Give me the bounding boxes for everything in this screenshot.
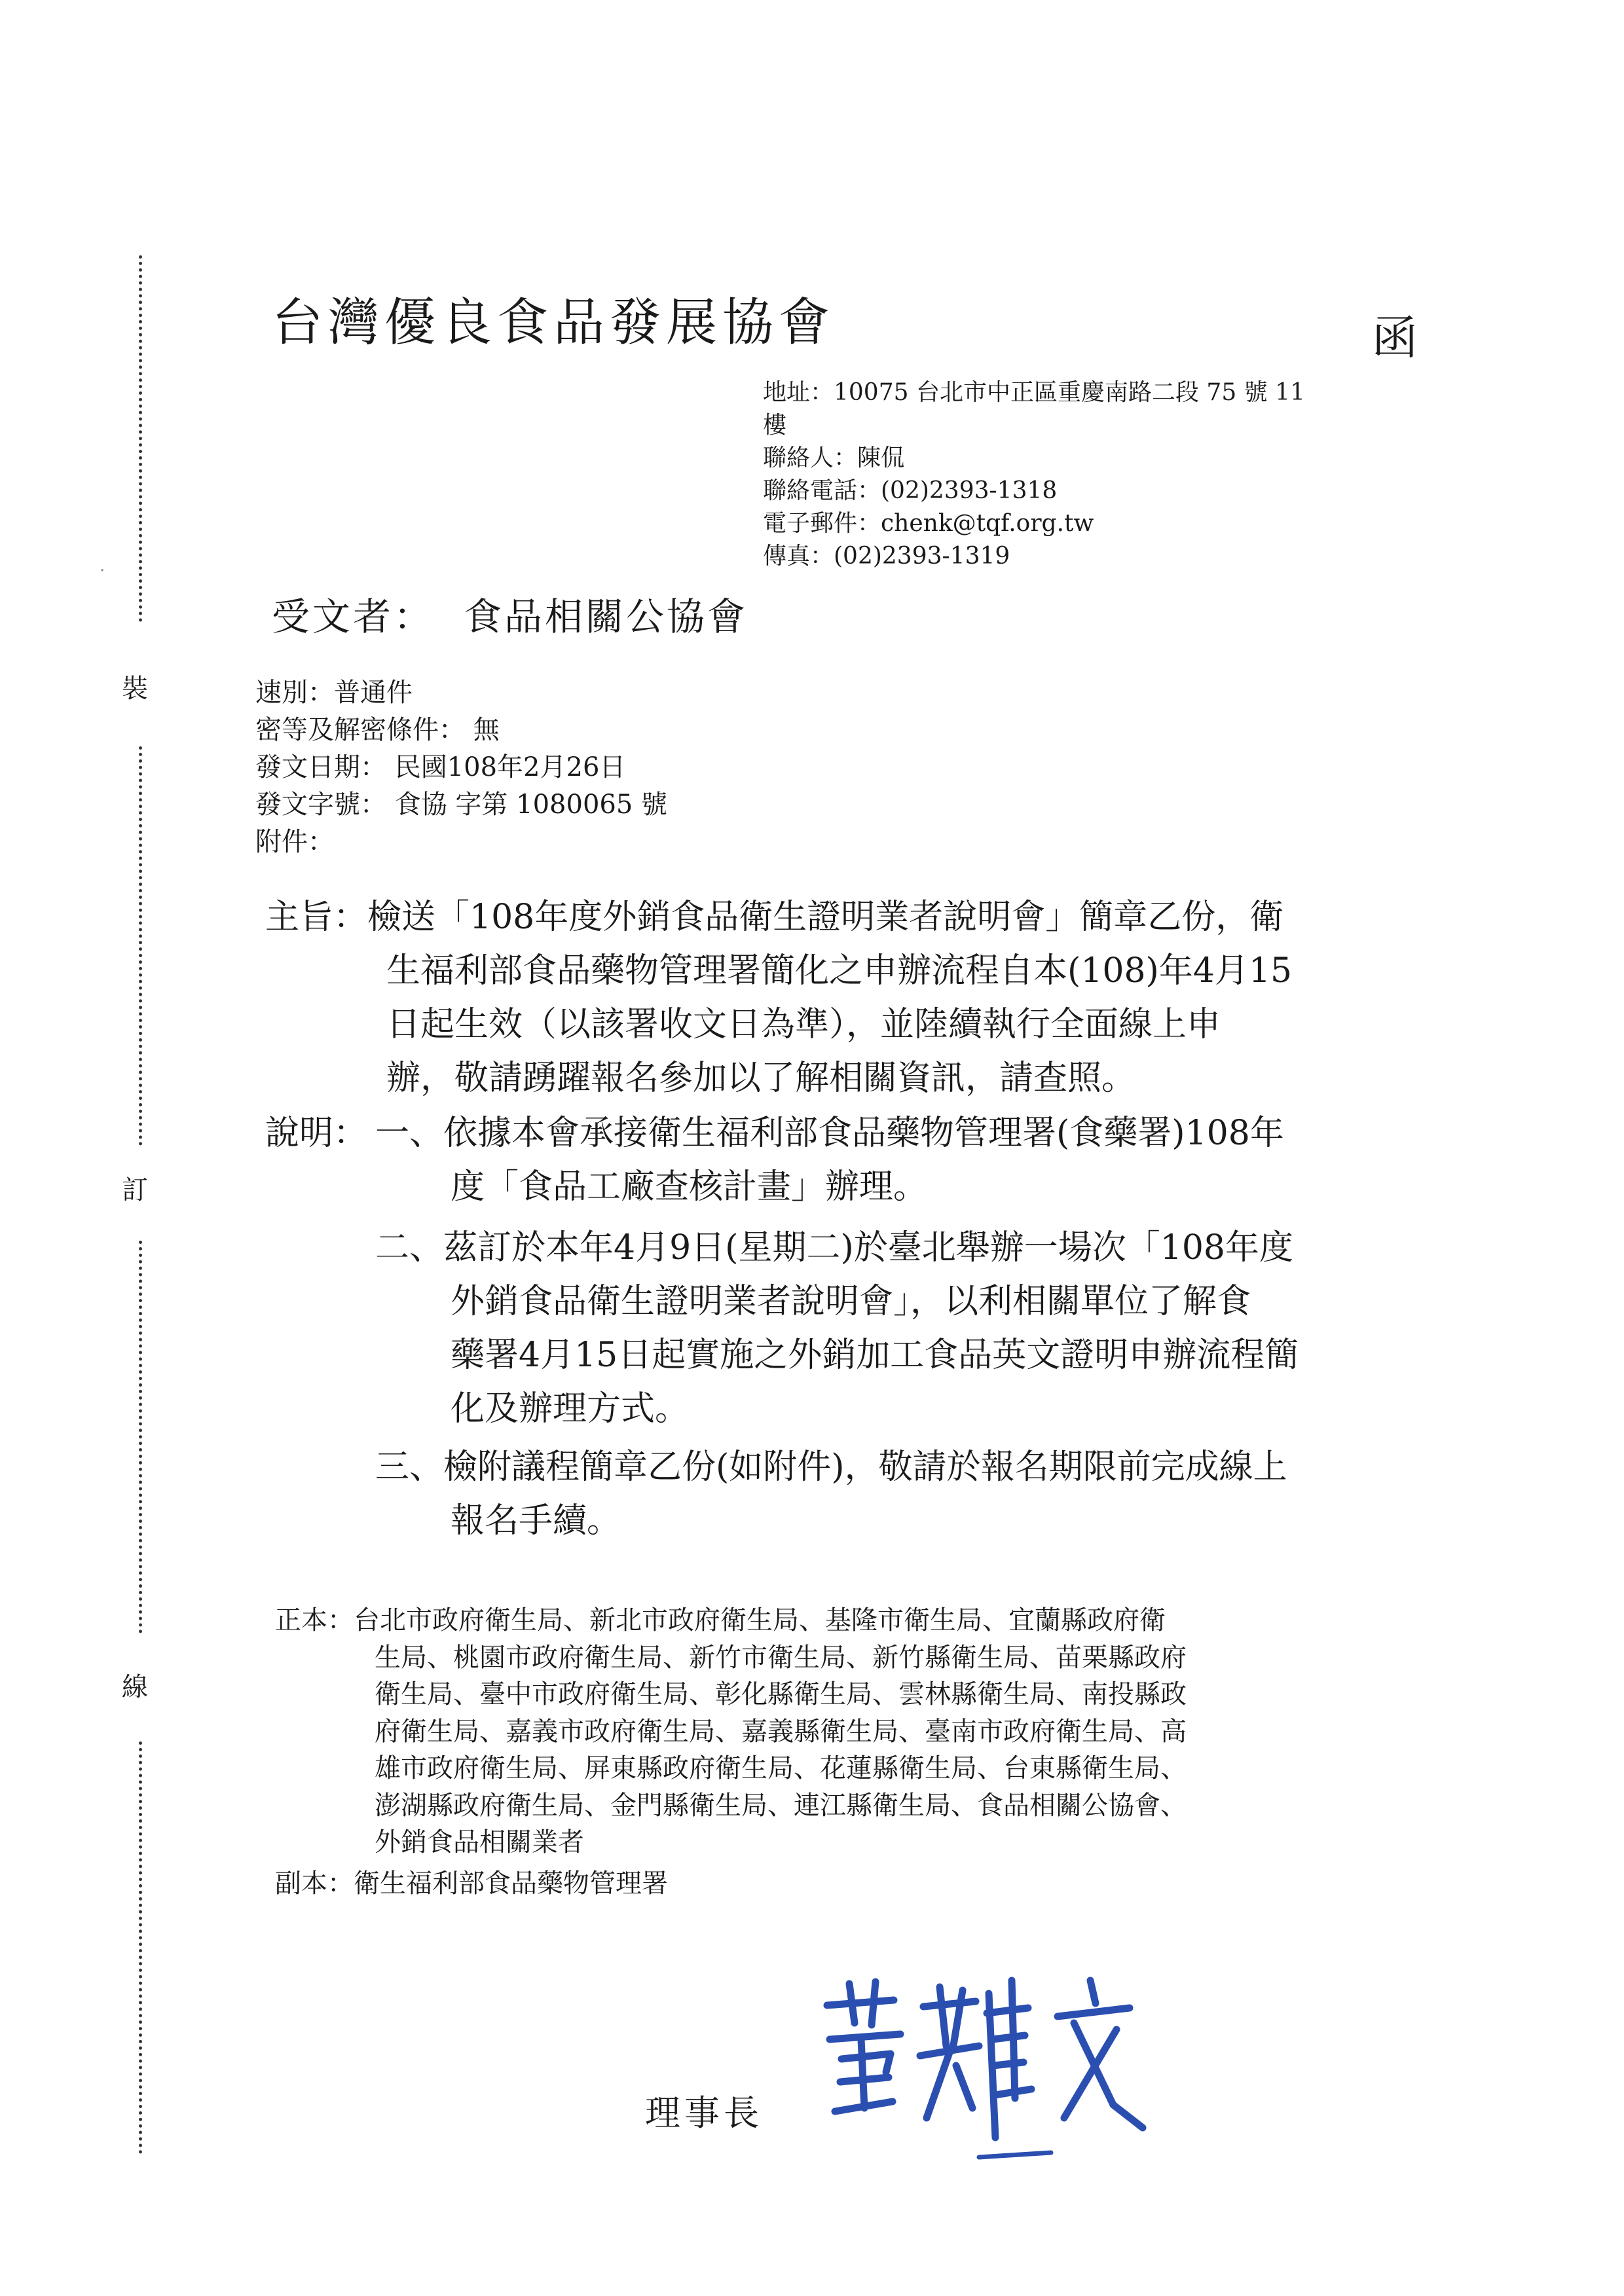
meta-attachment: 附件：	[255, 827, 334, 857]
copy-label: 副本：	[275, 1868, 354, 1899]
binding-char-xian: 線	[122, 1672, 148, 1702]
item-line: 茲訂於本年4月9日(星期二)於臺北舉辦一場次「108年度	[443, 1228, 1294, 1267]
recipient-label: 受文者：	[272, 594, 435, 639]
binding-line-upper-mid	[139, 746, 142, 1146]
binding-char-zhuang: 裝	[122, 674, 148, 704]
subject-line-3: 日起生效（以該署收文日為準），並陸續執行全面線上申	[386, 1005, 1221, 1044]
handwritten-signature	[815, 1967, 1156, 2164]
explanation-label: 說明：	[265, 1114, 368, 1153]
explanation-item-2	[375, 1221, 1299, 1436]
meta-speed: 速別：普通件	[255, 678, 413, 708]
item-line: 藥署4月15日起實施之外銷加工食品英文證明申辦流程簡	[451, 1336, 1299, 1375]
contact-block	[763, 376, 1305, 573]
meta-number: 發文字號： 食協 字第 1080065 號	[255, 790, 668, 820]
item-line: 檢附議程簡章乙份(如附件)，敬請於報名期限前完成線上	[443, 1448, 1287, 1487]
binding-line-top	[139, 255, 142, 622]
contact-address-cont: 樓	[763, 412, 787, 439]
original-line: 澎湖縣政府衛生局、金門縣衛生局、連江縣衛生局、食品相關公協會、	[375, 1790, 1187, 1821]
item-number: 三、	[375, 1448, 444, 1487]
item-line: 化及辦理方式。	[451, 1389, 690, 1429]
recipient-line	[272, 586, 748, 641]
original-label: 正本：	[275, 1605, 354, 1635]
distribution-copy	[275, 1865, 668, 1903]
original-line: 府衛生局、嘉義市政府衛生局、嘉義縣衛生局、臺南市政府衛生局、高	[375, 1716, 1187, 1747]
contact-person: 聯絡人：陳侃	[763, 445, 905, 471]
item-line: 外銷食品衛生證明業者說明會」，以利相關單位了解食	[451, 1282, 1251, 1321]
subject-block	[265, 890, 1292, 1105]
original-line: 衛生局、臺中市政府衛生局、彰化縣衛生局、雲林縣衛生局、南投縣政	[375, 1679, 1187, 1709]
chairman-title: 理事長	[645, 2092, 763, 2134]
distribution-original	[275, 1602, 1187, 1861]
item-line: 報名手續。	[451, 1501, 621, 1540]
recipient-value: 食品相關公協會	[464, 594, 748, 639]
original-line: 雄市政府衛生局、屏東縣政府衛生局、花蓮縣衛生局、台東縣衛生局、	[375, 1753, 1187, 1783]
binding-line-bottom	[139, 1741, 142, 2154]
meta-security: 密等及解密條件： 無	[255, 715, 500, 745]
item-number: 二、	[375, 1228, 444, 1267]
contact-fax: 傳真：(02)2393-1319	[763, 543, 1010, 570]
subject-line-4: 辦，敬請踴躍報名參加以了解相關資訊，請查照。	[386, 1059, 1136, 1098]
meta-block	[255, 674, 667, 861]
meta-date: 發文日期： 民國108年2月26日	[255, 752, 626, 782]
item-number: 一、	[375, 1114, 444, 1153]
contact-address: 地址：10075 台北市中正區重慶南路二段 75 號 11	[763, 379, 1305, 406]
item-line: 度「食品工廠查核計畫」辦理。	[451, 1167, 928, 1207]
subject-label: 主旨：	[265, 898, 368, 937]
explanation-item-3	[375, 1440, 1287, 1548]
original-line: 台北市政府衛生局、新北市政府衛生局、基隆市衛生局、宜蘭縣政府衛	[354, 1605, 1166, 1635]
doc-type: 函	[1372, 311, 1418, 365]
margin-mark: ·	[100, 561, 105, 581]
original-line: 生局、桃園市政府衛生局、新竹市衛生局、新竹縣衛生局、苗栗縣政府	[375, 1642, 1187, 1673]
item-line: 依據本會承接衛生福利部食品藥物管理署(食藥署)108年	[443, 1114, 1284, 1153]
copy-value: 衛生福利部食品藥物管理署	[354, 1868, 668, 1899]
subject-line-2: 生福利部食品藥物管理署簡化之申辦流程自本(108)年4月15	[386, 951, 1293, 991]
binding-line-lower-mid	[139, 1241, 142, 1633]
original-line: 外銷食品相關業者	[375, 1827, 584, 1857]
org-name: 台灣優良食品發展協會	[272, 293, 836, 352]
explanation-item-1	[375, 1106, 1284, 1214]
contact-phone: 聯絡電話：(02)2393-1318	[763, 477, 1058, 504]
contact-email: 電子郵件：chenk@tqf.org.tw	[763, 510, 1094, 537]
subject-line-1: 檢送「108年度外銷食品衛生證明業者說明會」簡章乙份，衛	[367, 898, 1284, 937]
binding-char-ding: 訂	[122, 1175, 148, 1205]
